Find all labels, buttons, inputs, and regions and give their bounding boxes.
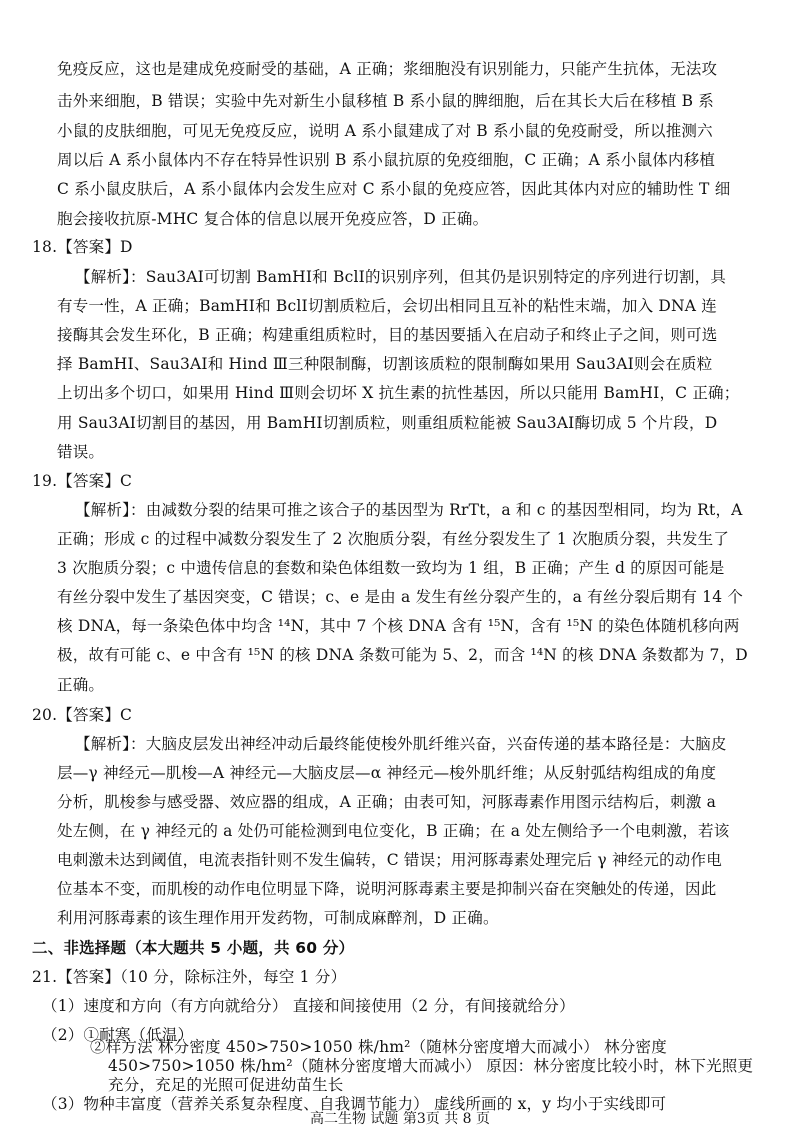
text-line: 错误。 [57,443,105,461]
answer-part-2-continued: 450>750>1050 株/hm²（随林分密度增大而减小） 原因：林分密度比较小时，林下光照更 [108,1057,754,1075]
analysis-line: 【解析】：大脑皮层发出神经冲动后最终能使梭外肌纤维兴奋，兴奋传递的基本路径是：大脑皮 [75,735,727,753]
text-line: 分析，肌梭参与感受器、效应器的组成，A 正确；由表可知，河豚毒素作用图示结构后，刺激 a [57,793,717,811]
answer-heading-18: 18.【答案】D [32,238,133,256]
text-line: 小鼠的皮肤细胞，可见无免疫反应，说明 A 系小鼠建成了对 B 系小鼠的免疫耐受，所以推测六 [57,122,713,140]
text-line: 胞会接收抗原-MHC 复合体的信息以展开免疫应答，D 正确。 [57,210,489,228]
text-line: 有专一性，A 正确；BamHⅠ和 BclⅠ切割质粒后，会切出相同且互补的粘性末端，加入 DNA 连 [57,297,718,315]
text-line: 正确。 [57,676,105,694]
answer-part-2: （2）①耐寒（低温） [42,1026,194,1044]
text-line: C 系小鼠皮肤后，A 系小鼠体内会发生应对 C 系小鼠的免疫应答，因此其体内对应的辅助性 T 细 [57,180,731,198]
text-line: 利用河豚毒素的该生理作用开发药物，可制成麻醉剂，D 正确。 [57,909,499,927]
text-line: 击外来细胞，B 错误；实验中先对新生小鼠移植 B 系小鼠的脾细胞，后在其长大后在移植 B 系 [57,92,715,110]
text-line: 免疫反应，这也是建成免疫耐受的基础，A 正确；浆细胞没有识别能力，只能产生抗体，无法攻 [57,60,718,78]
answer-part-2-sub: ②样方法 林分密度 450>750>1050 株/hm²（随林分密度增大而减小） 林分密度 [90,1038,667,1056]
text-line: 位基本不变，而肌梭的动作电位明显下降，说明河豚毒素主要是抑制兴奋在突触处的传递，因此 [57,880,717,898]
text-line: 电刺激未达到阈值，电流表指针则不发生偏转，C 错误；用河豚毒素处理完后 γ 神经元的动作电 [57,851,722,869]
text-line: 处左侧，在 γ 神经元的 a 处仍可能检测到电位变化，B 正确；在 a 处左侧给予一个电刺激，若该 [57,822,730,840]
text-line: 有丝分裂中发生了基因突变，C 错误；c、e 是由 a 发生有丝分裂产生的，a 有丝分裂后期有 14 个 [57,588,744,606]
text-line: 核 DNA，每一条染色体中均含 ¹⁴N，其中 7 个核 DNA 含有 ¹⁵N，含有 ¹⁵N 的染色体随机移向两 [57,617,740,635]
text-line: 周以后 A 系小鼠体内不存在特异性识别 B 系小鼠抗原的免疫细胞，C 正确；A 系小鼠体内移植 [57,151,716,169]
answer-part-2-end: 充分，充足的光照可促进幼苗生长 [108,1076,344,1094]
page-footer: 高二生物 试题 第3页 共 8 页 [309,1111,491,1127]
text-line: 上切出多个切口，如果用 Hind Ⅲ则会切坏 X 抗生素的抗性基因，所以只能用 BamHⅠ，C 正确； [57,384,740,402]
answer-part-3: （3）物种丰富度（营养关系复杂程度、自我调节能力） 虚线所画的 x，y 均小于实线即可 [42,1095,667,1113]
text-line: 层—γ 神经元—肌梭—A 神经元—大脑皮层—α 神经元—梭外肌纤维；从反射弧结构组成的角度 [57,764,717,782]
analysis-line: 【解析】：由减数分裂的结果可推之该合子的基因型为 RrTt，a 和 c 的基因型相同，均为 Rt，A [75,501,743,519]
answer-heading-19: 19.【答案】C [32,472,133,490]
answer-heading-21: 21.【答案】（10 分，除标注外，每空 1 分） [32,968,347,986]
text-line: 择 BamHⅠ、Sau3AⅠ和 Hind Ⅲ三种限制酶，切割该质粒的限制酶如果用 Sau3AⅠ则会在质粒 [57,355,713,373]
section-heading: 二、非选择题（本大题共 5 小题，共 60 分） [32,939,355,957]
text-line: 用 Sau3AⅠ切割目的基因，用 BamHⅠ切割质粒，则重组质粒能被 Sau3AⅠ酶切成 5 个片段，D [57,414,718,432]
analysis-line: 【解析】：Sau3AⅠ可切割 BamHⅠ和 BclⅠ的识别序列，但其仍是识别特定的序列进行切割，具 [75,268,727,286]
answer-heading-20: 20.【答案】C [32,706,133,724]
text-line: 3 次胞质分裂；c 中遗传信息的套数和染色体组数一致均为 1 组，B 正确；产生 d 的原因可能是 [57,559,725,577]
answer-part-1: （1）速度和方向（有方向就给分） 直接和间接使用（2 分，有间接就给分） [42,997,575,1015]
text-line: 正确；形成 c 的过程中减数分裂发生了 2 次胞质分裂，有丝分裂发生了 1 次胞质分裂，共发生了 [57,530,730,548]
text-line: 接酶其会发生环化，B 正确；构建重组质粒时，目的基因要插入在启动子和终止子之间，则可选 [57,326,718,344]
text-line: 极，故有可能 c、e 中含有 ¹⁵N 的核 DNA 条数可能为 5、2，而含 ¹⁴N 的核 DNA 条数都为 7，D [57,646,748,664]
